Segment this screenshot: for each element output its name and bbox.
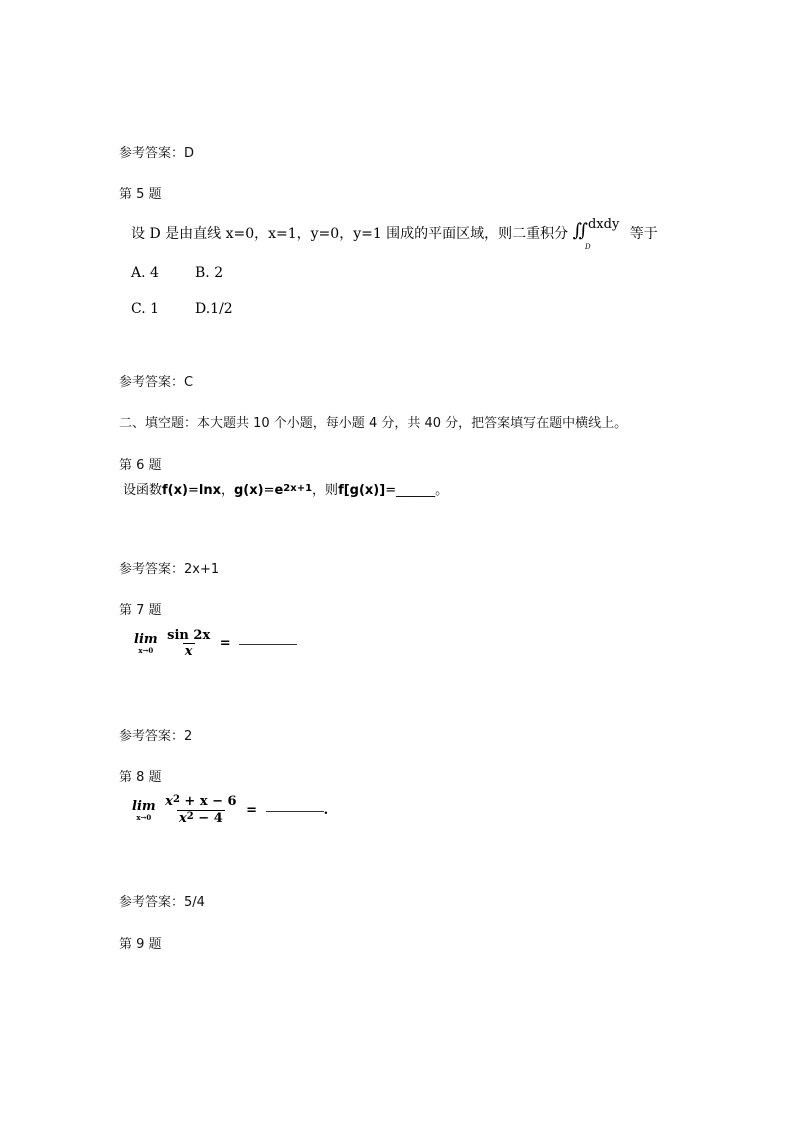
answer-line — [119, 371, 193, 390]
question-title: 第 6 题 — [119, 458, 162, 473]
answer-line — [119, 725, 192, 744]
denominator-rest: − 4 — [193, 811, 223, 826]
option-b: B. 2 — [195, 265, 224, 281]
answer-value: C — [184, 375, 194, 390]
equals: = — [246, 803, 258, 818]
option-d: D.1/2 — [195, 301, 233, 317]
stem-text: 设函数 — [123, 483, 163, 498]
option-c: C. 1 — [131, 301, 160, 317]
math-fx: f(x) — [162, 483, 188, 498]
option-a: A. 4 — [131, 265, 159, 281]
answer-value: 2 — [184, 729, 193, 744]
options-row — [131, 265, 223, 281]
limit-expression — [134, 628, 297, 659]
double-integral — [572, 217, 620, 241]
period: 。 — [435, 483, 449, 498]
integrand: dxdy — [587, 217, 620, 232]
period: . — [323, 803, 329, 818]
section-heading: 二、填空题：本大题共 10 个小题，每小题 4 分，共 40 分，把答案填写在题中横线上。 — [119, 416, 628, 431]
exponent: 2 — [172, 794, 180, 805]
question-title: 第 8 题 — [119, 770, 162, 785]
question-stem — [131, 217, 658, 251]
answer-value: D — [184, 146, 195, 161]
stem-text-end: 等于 — [629, 226, 658, 242]
integral-sign-icon: ∬ — [572, 220, 588, 241]
math-e: e — [274, 483, 284, 498]
equals: = — [187, 483, 199, 498]
stem-text: 设 D 是由直线 x=0，x=1，y=0，y=1 围成的平面区域，则二重积分 — [131, 226, 569, 242]
answer-line — [119, 142, 194, 161]
denominator — [177, 810, 225, 827]
denominator: x — [184, 644, 193, 659]
math-gx: g(x) — [233, 483, 264, 498]
var-x: x — [165, 794, 173, 809]
fraction — [163, 794, 238, 827]
answer-blank — [239, 643, 297, 645]
exponent: 2 — [186, 811, 194, 822]
equals: = — [263, 483, 275, 498]
equals: = — [219, 636, 231, 651]
answer-blank — [266, 810, 324, 812]
answer-line — [119, 558, 219, 577]
math-fgx: f[g(x)] — [338, 483, 386, 498]
question-title: 第 5 题 — [119, 187, 162, 202]
lim-subscript: x→0 — [138, 645, 154, 655]
fraction — [165, 628, 212, 659]
lim-word: lim — [134, 631, 158, 647]
integral-subscript: D — [585, 243, 591, 251]
question-stem — [123, 479, 448, 498]
question-title: 第 7 题 — [119, 603, 162, 618]
limit-operator — [134, 633, 158, 655]
answer-label: 参考答案： — [119, 146, 185, 161]
answer-label: 参考答案： — [119, 895, 185, 910]
numerator-rest: + x − 6 — [179, 794, 237, 809]
equals: = — [385, 483, 397, 498]
var-x: x — [179, 811, 187, 826]
stem-text: ，则 — [312, 483, 339, 498]
math-exponent: 2x+1 — [283, 483, 313, 494]
answer-label: 参考答案： — [119, 562, 185, 577]
math-lnx: lnx — [198, 483, 221, 498]
answer-blank: ______ — [396, 483, 436, 498]
comma: ， — [220, 483, 234, 498]
answer-line — [119, 891, 205, 910]
lim-word: lim — [132, 798, 156, 814]
numerator: sin 2x — [167, 628, 211, 643]
answer-value: 5/4 — [184, 895, 205, 910]
numerator — [163, 794, 238, 810]
answer-value: 2x+1 — [184, 562, 220, 577]
limit-operator — [132, 800, 156, 822]
options-row — [131, 301, 233, 317]
answer-label: 参考答案： — [119, 375, 185, 390]
lim-subscript: x→0 — [136, 812, 152, 822]
question-title: 第 9 题 — [119, 937, 162, 952]
answer-label: 参考答案： — [119, 729, 185, 744]
limit-expression — [132, 794, 328, 827]
